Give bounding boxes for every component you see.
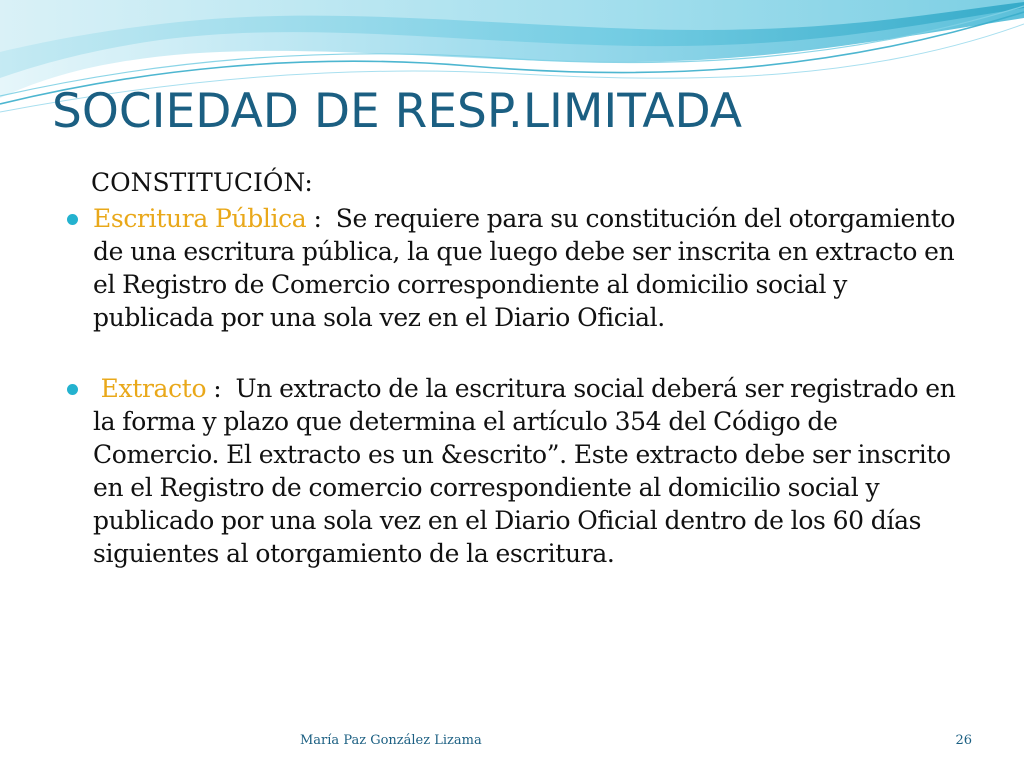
- filled-circle-bullet-icon: [67, 214, 78, 225]
- footer-page-number: 26: [955, 733, 972, 748]
- slide-body: [64, 166, 964, 570]
- section-heading: CONSTITUCIÓN:: [91, 168, 313, 197]
- footer-author: María Paz González Lizama: [300, 733, 482, 748]
- item-term: Escritura Pública: [93, 204, 307, 233]
- slide-title: SOCIEDAD DE RESP.LIMITADA: [52, 84, 743, 139]
- filled-circle-bullet-icon: [67, 384, 78, 395]
- item-separator: :: [306, 204, 336, 233]
- bullet-item-extracto: [64, 372, 964, 570]
- item-term: Extracto: [100, 374, 207, 403]
- item-separator: :: [206, 374, 236, 403]
- item-text: Un extracto de la escritura social deberá ser registrado en la forma y plazo que determina el artículo 354 del Código de Comercio. El extracto es un &escrito”. Este extracto debe ser inscrito en el Registro de comercio correspondiente al domicilio social y publicado por una sola vez en el Diario Oficial dentro de los 60 días siguientes al otorgamiento de la escritura.: [93, 374, 956, 568]
- bullet-item-escritura-publica: [64, 202, 964, 334]
- item-text: Se requiere para su constitución del otorgamiento de una escritura pública, la que luego debe ser inscrita en extracto en el Registro de Comercio correspondiente al domicilio social y publicada por una sola vez en el Diario Oficial.: [93, 204, 956, 332]
